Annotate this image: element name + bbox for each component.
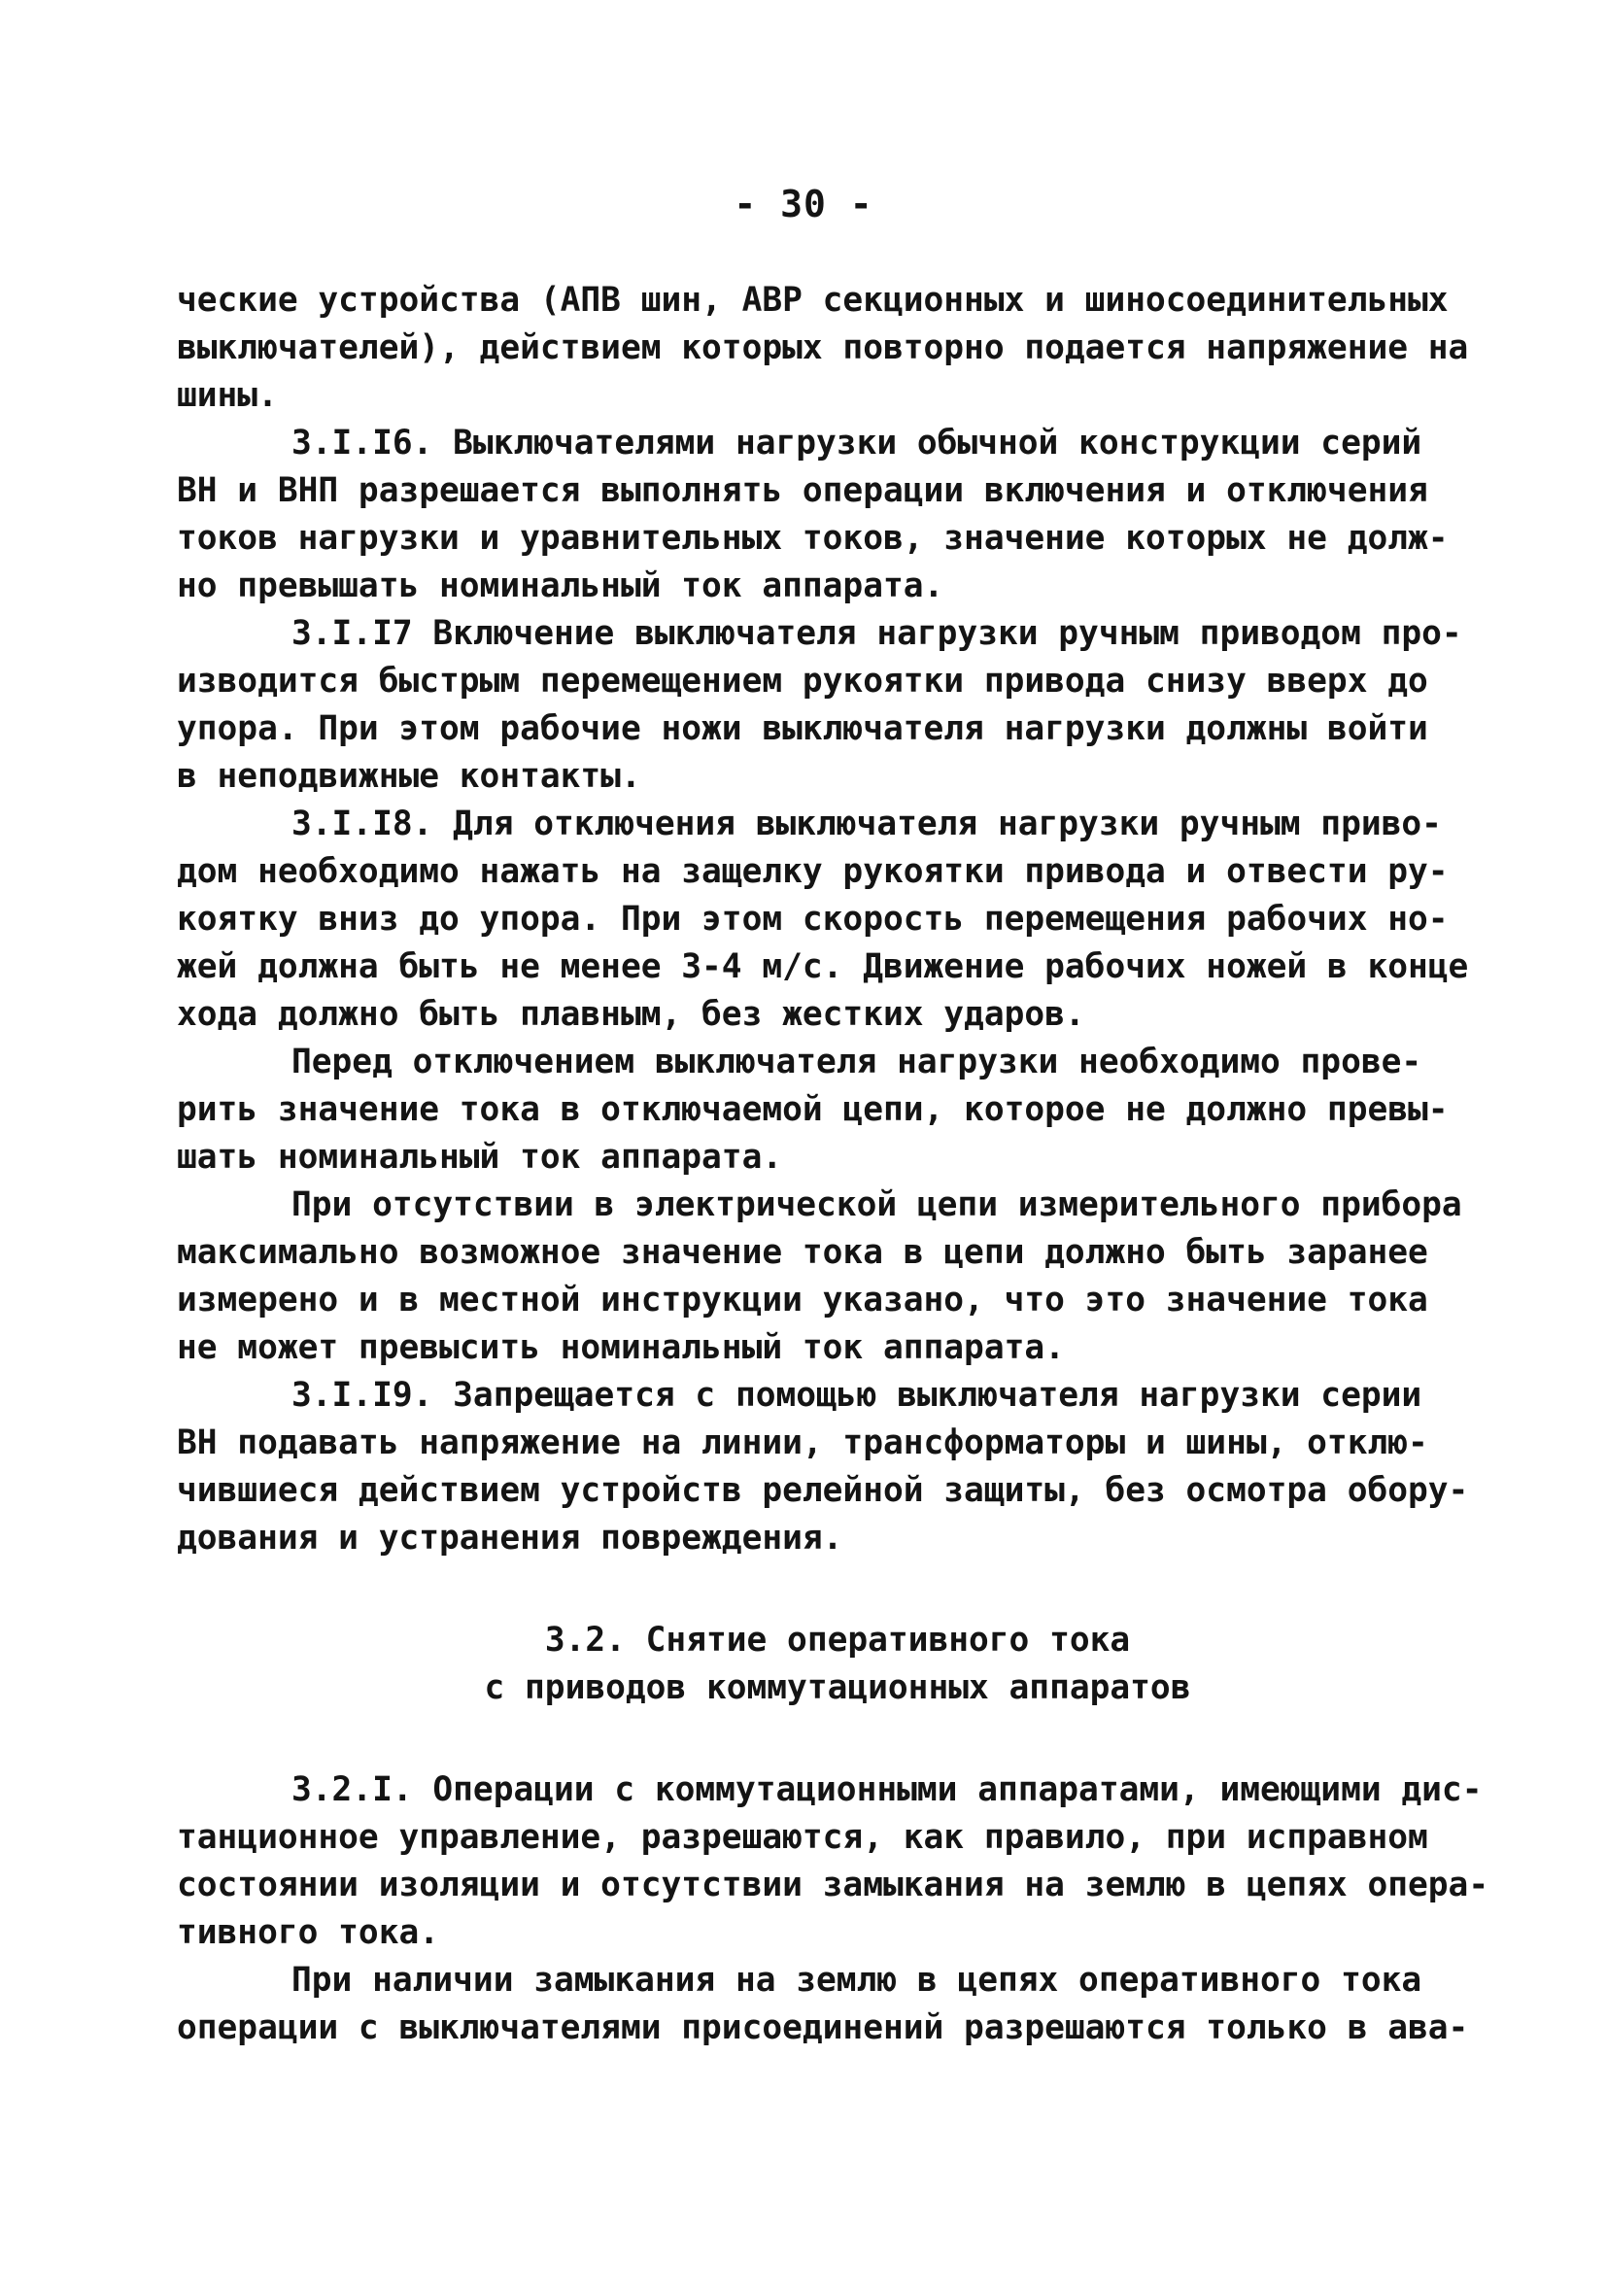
paragraph-3-1-16 [177, 420, 1449, 610]
text-line: рить значение тока в отключаемой цепи, которое не должно превы- [177, 1090, 1449, 1129]
text-line: в неподвижные контакты. [177, 757, 641, 796]
text-line: но превышать номинальный ток аппарата. [177, 566, 944, 605]
text-line: состоянии изоляции и отсутствии замыкания на землю в цепях опера- [177, 1866, 1489, 1904]
text-line: выключателей), действием которых повторно подается напряжение на [177, 328, 1469, 367]
text-line: жей должна быть не менее 3-4 м/с. Движение рабочих ножей в конце [177, 947, 1469, 986]
text-line: операции с выключателями присоединений разрешаются только в ава- [177, 2008, 1469, 2047]
paragraph-3-1-18 [177, 801, 1469, 1039]
text-line: коятку вниз до упора. При этом скорость перемещения рабочих но- [177, 900, 1449, 939]
text-line: дования и устранения повреждения. [177, 1519, 843, 1558]
text-line: ческие устройства (АПВ шин, АВР секционных и шиносоединительных [177, 281, 1449, 320]
spacer [177, 1562, 1440, 1617]
text-line: изводится быстрым перемещением рукоятки привода снизу вверх до [177, 662, 1428, 701]
text-line: максимально возможное значение тока в цепи должно быть заранее [177, 1233, 1428, 1272]
paragraph-3-1-17 [177, 610, 1462, 801]
text-line: 3.I.I6. Выключателями нагрузки обычной конструкции серий [291, 424, 1422, 463]
paragraph [177, 1039, 1449, 1182]
text-line: чившиеся действием устройств релейной защиты, без осмотра обору- [177, 1471, 1469, 1510]
text-line: При наличии замыкания на землю в цепях оперативного тока [291, 1961, 1422, 2000]
paragraph-3-1-19 [177, 1372, 1469, 1562]
text-line: дом необходимо нажать на защелку рукоятки привода и отвести ру- [177, 852, 1449, 891]
text-line: упора. При этом рабочие ножи выключателя нагрузки должны войти [177, 709, 1428, 748]
text-line: ВН и ВНП разрешается выполнять операции включения и отключения [177, 471, 1428, 510]
text-line: Перед отключением выключателя нагрузки необходимо прове- [291, 1043, 1422, 1081]
heading-line: 3.2. Снятие оперативного тока [544, 1621, 1131, 1660]
text-line: шать номинальный ток аппарата. [177, 1138, 783, 1177]
page-number: - 30 - [734, 183, 873, 225]
text-line: не может превысить номинальный ток аппарата. [177, 1328, 1065, 1367]
text-line: хода должно быть плавным, без жестких ударов. [177, 995, 1085, 1034]
text-line: ВН подавать напряжение на линии, трансформаторы и шины, отклю- [177, 1423, 1428, 1462]
text-line: танционное управление, разрешаются, как правило, при исправном [177, 1818, 1428, 1857]
text-line: 3.I.I8. Для отключения выключателя нагрузки ручным приво- [291, 805, 1442, 843]
spacer [177, 1712, 1440, 1766]
paragraph-3-2-1 [177, 1766, 1489, 1957]
heading-line: с приводов коммутационных аппаратов [484, 1668, 1191, 1707]
text-line: токов нагрузки и уравнительных токов, значение которых не долж- [177, 519, 1449, 558]
section-heading [177, 1617, 1440, 1712]
paragraph [177, 277, 1469, 420]
text-line: 3.I.I7 Включение выключателя нагрузки ручным приводом про- [291, 614, 1462, 653]
paragraph [177, 1182, 1462, 1372]
text-line: 3.I.I9. Запрещается с помощью выключателя нагрузки серии [291, 1376, 1422, 1415]
text-line: тивного тока. [177, 1913, 440, 1952]
text-line: измерено и в местной инструкции указано, что это значение тока [177, 1281, 1428, 1319]
text-line: 3.2.I. Операции с коммутационными аппаратами, имеющими дис- [291, 1770, 1483, 1809]
document-body [177, 277, 1489, 2052]
paragraph [177, 1957, 1469, 2052]
text-line: шины. [177, 376, 278, 415]
text-line: При отсутствии в электрической цепи измерительного прибора [291, 1185, 1462, 1224]
